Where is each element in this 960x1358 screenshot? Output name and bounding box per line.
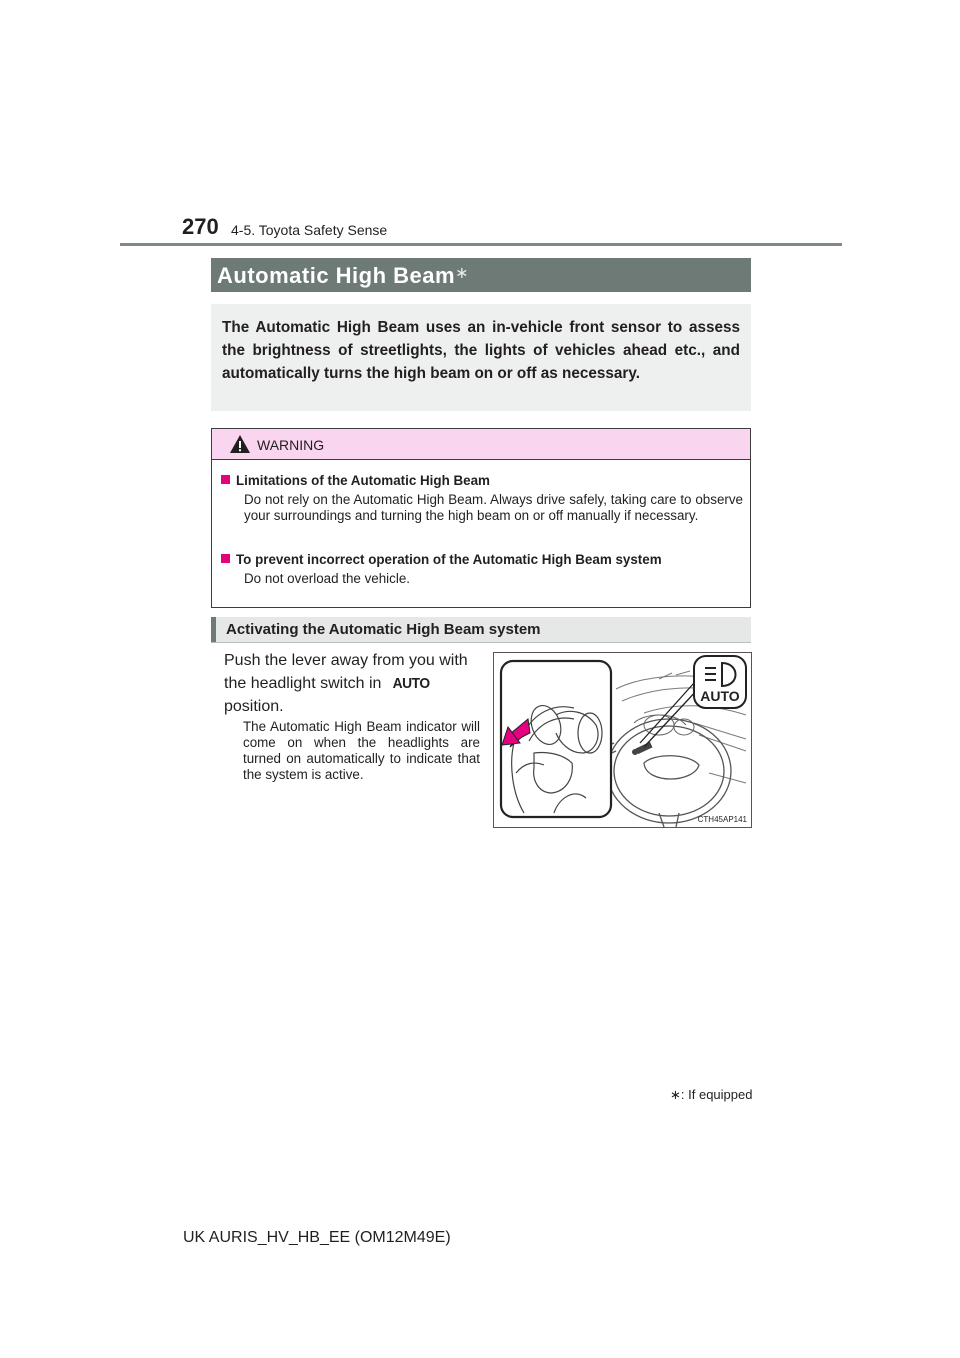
warning-box (211, 428, 751, 608)
activation-instruction (224, 649, 481, 718)
subsection-heading-accent (211, 617, 216, 642)
section-path: 4-5. Toyota Safety Sense (231, 222, 388, 238)
warning-label: WARNING (257, 437, 325, 453)
activation-instruction-part1: Push the lever away from you with the headlight switch in (224, 652, 468, 692)
illustration-drawing (494, 653, 751, 827)
title-bar (211, 258, 751, 292)
activation-instruction-part2: position. (224, 698, 284, 715)
indicator-note: The Automatic High Beam indicator will come on when the headlights are turned on automatically to indicate that the system is active. (243, 719, 480, 782)
warning-item-body: Do not rely on the Automatic High Beam. Always drive safely, taking care to observe your surroundings and turning the high beam on or off manually if necessary. (244, 492, 743, 523)
warning-item-title (221, 552, 743, 568)
auto-symbol-icon: AUTO (393, 675, 431, 692)
warning-item-title (221, 473, 743, 489)
header-rule (120, 243, 842, 246)
page-title-text: Automatic High Beam (217, 263, 456, 288)
headlight-lever-illustration (493, 652, 752, 828)
page-number: 270 (182, 214, 219, 239)
footnote-star: ∗ (670, 1087, 681, 1102)
footnote-text: : If equipped (680, 1087, 753, 1102)
subsection-heading-text: Activating the Automatic High Beam system (226, 621, 541, 638)
title-footnote-star: ∗ (455, 265, 469, 282)
intro-box (211, 304, 751, 411)
intro-text: The Automatic High Beam uses an in-vehicle front sensor to assess the brightness of streetlights, the lights of vehicles ahead etc., and automatically turns the high beam on or off as necessary. (222, 319, 740, 382)
warning-item (221, 552, 743, 587)
subsection-heading (211, 617, 751, 643)
warning-item (221, 473, 743, 524)
footer-model-code: UK AURIS_HV_HB_EE (OM12M49E) (183, 1229, 451, 1246)
warning-triangle-icon (229, 434, 251, 454)
warning-item-body: Do not overload the vehicle. (244, 571, 410, 586)
callout-auto-label: AUTO (700, 688, 740, 704)
footnote (670, 1087, 752, 1103)
warning-item-title-text: Limitations of the Automatic High Beam (236, 473, 490, 488)
warning-item-title-text: To prevent incorrect operation of the Automatic High Beam system (236, 552, 662, 567)
warning-header (212, 429, 750, 460)
figure-code: CTH45AP141 (697, 815, 747, 824)
bullet-square-icon (221, 554, 230, 563)
bullet-square-icon (221, 475, 230, 484)
page-title (217, 263, 469, 289)
